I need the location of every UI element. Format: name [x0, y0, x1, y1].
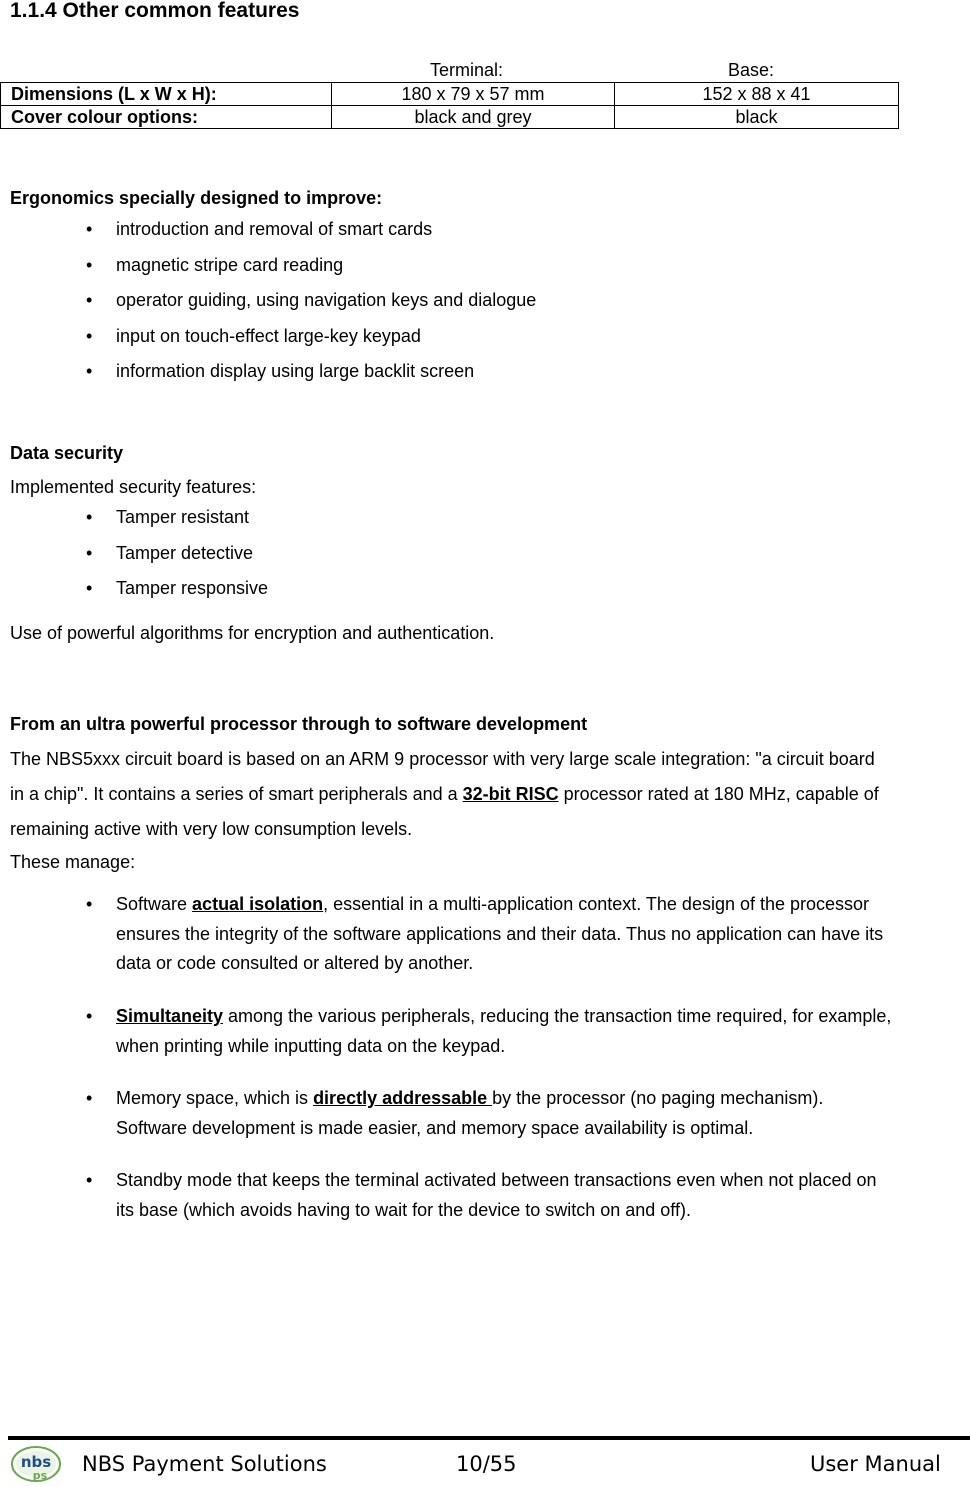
list-item-line: Software development is made easier, and memory space availability is optimal.	[116, 1118, 754, 1138]
list-item-line: when printing while inputting data on the keypad.	[116, 1036, 506, 1056]
security-list	[0, 507, 268, 614]
security-intro: Implemented security features:	[10, 477, 257, 497]
footer-rule	[8, 1436, 970, 1440]
bullet-icon: •	[86, 325, 93, 346]
bullet-icon: •	[86, 578, 93, 598]
list-item: • input on touch-effect large-key keypad	[86, 325, 421, 346]
processor-paragraph-line: remaining active with very low consumption levels.	[10, 819, 413, 839]
terminal-dimensions: 180 x 79 x 57 mm	[332, 83, 615, 106]
list-item: Memory space, which is directly addressable by the processor (no paging mechanism).	[116, 1088, 824, 1108]
isolation-emphasis: actual isolation	[192, 894, 324, 914]
table-row	[1, 83, 899, 106]
bullet-icon: •	[86, 290, 93, 310]
risc-emphasis: 32-bit RISC	[462, 784, 559, 804]
terminal-column-header: Terminal:	[430, 60, 504, 80]
nbs-logo	[10, 1444, 62, 1482]
processor-title: From an ultra powerful processor through to software development	[10, 714, 588, 734]
bullet-icon: •	[86, 507, 93, 527]
base-column-header: Base:	[728, 60, 775, 80]
base-dimensions: 152 x 88 x 41	[615, 83, 899, 106]
bullet-icon: •	[86, 254, 93, 275]
specs-table	[0, 82, 899, 129]
bullet-icon: •	[86, 219, 93, 239]
svg-text:ps: ps	[32, 1469, 48, 1482]
list-item: Software actual isolation, essential in a multi-application context. The design of the processor	[116, 894, 870, 914]
list-item: • magnetic stripe card reading	[86, 254, 344, 275]
security-title: Data security	[10, 443, 124, 463]
footer-page-number: 10/55	[456, 1452, 517, 1476]
dimensions-label: Dimensions (L x W x H):	[1, 83, 332, 106]
table-row	[1, 106, 899, 129]
list-item: • operator guiding, using navigation keys and dialogue	[86, 290, 537, 310]
list-item: • Tamper detective	[86, 542, 254, 563]
processor-paragraph-line: in a chip". It contains a series of smart peripherals and a 32-bit RISC processor rated at 180 MHz, capable of	[10, 784, 879, 804]
list-item-line: its base (which avoids having to wait for the device to switch on and off).	[116, 1200, 691, 1220]
list-item: Standby mode that keeps the terminal activated between transactions even when not placed on	[116, 1170, 877, 1190]
footer-doc-title: User Manual	[810, 1452, 941, 1476]
svg-text:nbs: nbs	[20, 1453, 52, 1471]
bullet-icon: •	[86, 361, 93, 381]
ergonomics-list	[0, 219, 536, 397]
list-item: • information display using large backlit screen	[86, 361, 475, 381]
bullet-icon: •	[86, 542, 93, 563]
bullet-icon: •	[86, 1170, 93, 1190]
bullet-icon: •	[86, 1006, 93, 1026]
list-item: • Tamper responsive	[86, 578, 269, 598]
list-item: • Tamper resistant	[86, 507, 250, 527]
simultaneity-emphasis: Simultaneity	[116, 1006, 224, 1026]
list-item: Simultaneity among the various peripherals, reducing the transaction time required, for example,	[116, 1006, 892, 1026]
list-item-line: ensures the integrity of the software applications and their data. Thus no application can have its	[116, 924, 884, 944]
bullet-icon: •	[86, 894, 93, 914]
bullet-icon: •	[86, 1088, 93, 1108]
processor-paragraph-line: The NBS5xxx circuit board is based on an ARM 9 processor with very large scale integration: "a circuit board	[10, 749, 875, 769]
section-heading: 1.1.4 Other common features	[10, 0, 300, 22]
terminal-colour: black and grey	[332, 106, 615, 129]
security-closing: Use of powerful algorithms for encryption and authentication.	[10, 623, 495, 643]
list-item: • introduction and removal of smart cards	[86, 219, 433, 239]
list-item-line: data or code consulted or altered by another.	[116, 953, 474, 973]
colour-label: Cover colour options:	[1, 106, 332, 129]
addressable-emphasis: directly addressable	[313, 1088, 493, 1108]
ergonomics-title: Ergonomics specially designed to improve:	[10, 188, 383, 208]
base-colour: black	[615, 106, 899, 129]
footer-company: NBS Payment Solutions	[82, 1452, 327, 1476]
these-manage: These manage:	[10, 852, 136, 872]
